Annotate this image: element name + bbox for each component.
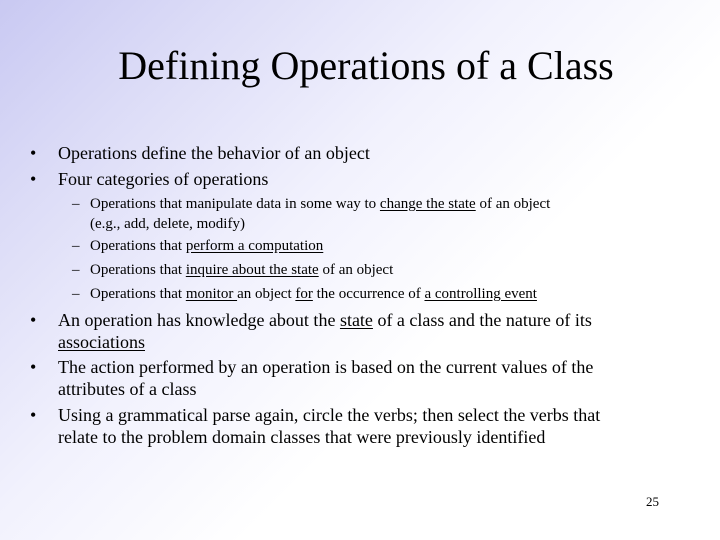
bullet-dot: • [30, 310, 37, 330]
text-span: relate to the problem domain classes that were previously identified [58, 427, 546, 447]
bullet-text: Four categories of operations [58, 169, 269, 189]
text-span: Operations that [90, 238, 186, 254]
text-span: Operations that manipulate data in some way to [90, 196, 380, 212]
dash-marker: – [72, 286, 80, 302]
slide-title: Defining Operations of a Class [118, 43, 614, 88]
bullet-text [58, 356, 688, 400]
sub-bullet-text [90, 284, 670, 304]
bullet-dot: • [30, 357, 37, 377]
text-span: of a class and the nature of its [372, 310, 592, 330]
page-number: 25 [646, 494, 659, 509]
dash-marker: – [72, 196, 80, 212]
bullet-dot: • [30, 143, 37, 163]
text-span: (e.g., add, delete, modify) [90, 216, 245, 232]
text-span: The action performed by an operation is based on the current values of the [58, 357, 594, 377]
underlined-term: monitor [185, 286, 238, 302]
text-span: of an object [475, 196, 551, 212]
text-span: the occurrence of [312, 286, 425, 302]
sub-bullet-text [90, 194, 670, 234]
underlined-term: for [295, 286, 313, 302]
bullet-text [58, 404, 688, 448]
text-span: Using a grammatical parse again, circle the verbs; then select the verbs that [58, 405, 601, 425]
text-span: Operations that [90, 262, 186, 278]
bullet-text: Operations define the behavior of an object [58, 143, 370, 163]
underlined-term: change the state [379, 196, 476, 212]
text-span: Operations that [90, 286, 186, 302]
text-span: attributes of a class [58, 379, 197, 399]
bullet-dot: • [30, 169, 37, 189]
underlined-term: associations [58, 332, 145, 352]
bullet-dot: • [30, 405, 37, 425]
text-span: of an object [318, 262, 394, 278]
dash-marker: – [72, 238, 80, 254]
text-span: An operation has knowledge about the [58, 310, 340, 330]
bullet-text [58, 309, 688, 353]
sub-bullet-text [90, 260, 670, 280]
underlined-term: a controlling event [424, 286, 537, 302]
dash-marker: – [72, 262, 80, 278]
sub-bullet-text [90, 236, 670, 256]
underlined-term: perform a computation [185, 238, 324, 254]
text-span: an object [237, 286, 296, 302]
underlined-term: inquire about the state [185, 262, 319, 278]
underlined-term: state [339, 310, 373, 330]
